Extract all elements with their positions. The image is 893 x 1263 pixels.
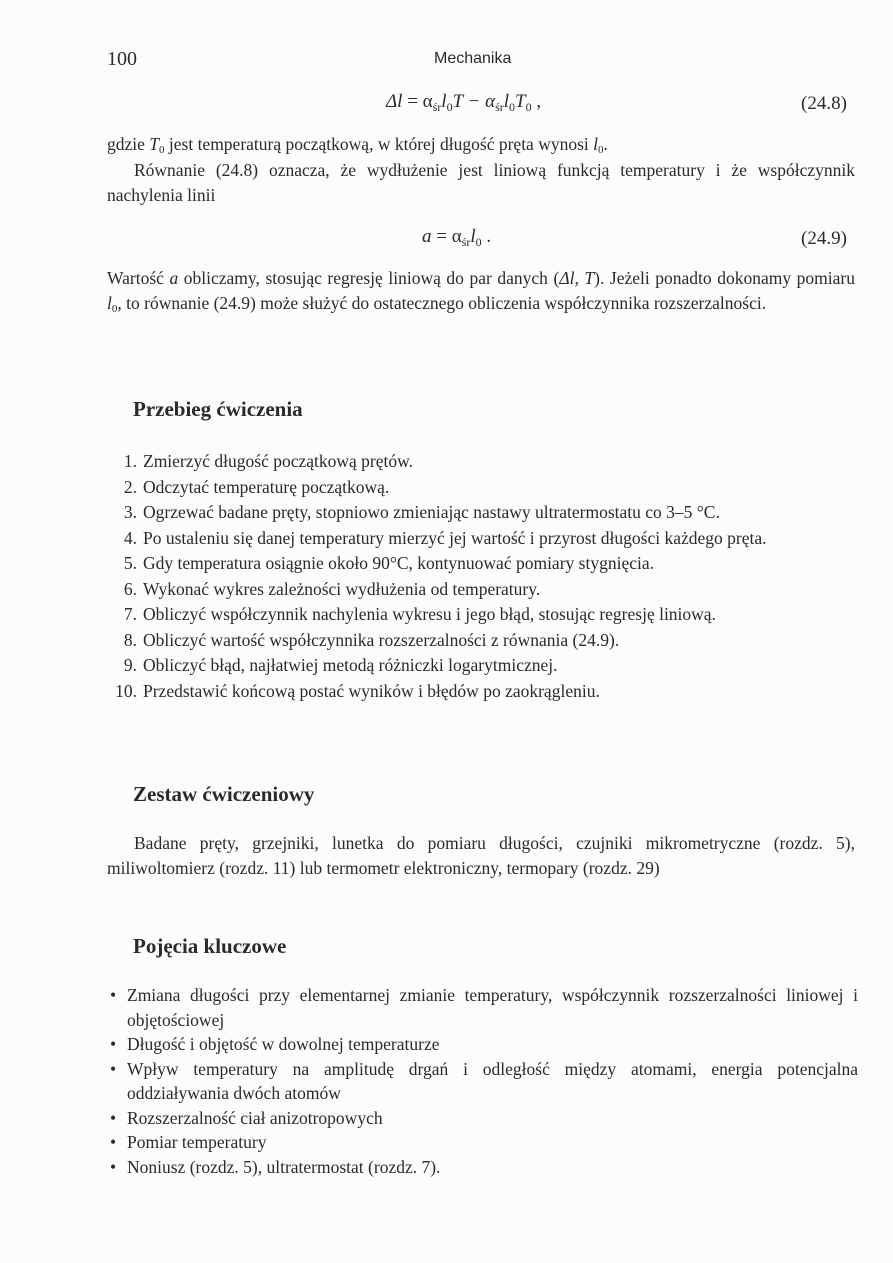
p1-text: . <box>603 134 608 154</box>
procedure-step <box>107 628 859 654</box>
p1-var: T <box>149 134 160 154</box>
paragraph-regression <box>107 266 855 322</box>
procedure-step <box>107 577 859 603</box>
eq1-part: T <box>515 91 526 112</box>
eq1-part: T − α <box>452 91 496 112</box>
p3-sub: 0 <box>111 303 118 315</box>
p1-text: gdzie <box>107 134 150 154</box>
step-text: Ogrzewać badane pręty, stopniowo zmieniając nastawy ultratermostatu co 3–5 °C. <box>143 502 720 522</box>
section-heading-equipment: Zestaw ćwiczeniowy <box>133 782 315 806</box>
eq1-part: l <box>441 91 447 112</box>
procedure-step <box>107 449 859 475</box>
step-text: Gdy temperatura osiągnie około 90°C, kontynuować pomiary stygnięcia. <box>143 553 654 573</box>
eq2-part: = α <box>431 226 462 247</box>
eq1-lhs: Δl <box>386 91 403 112</box>
equation-number-24-9: (24.9) <box>801 228 847 249</box>
procedure-step <box>107 602 859 628</box>
p3-var: Δl, T <box>559 268 595 288</box>
key-concept-item: • Pomiar temperatury <box>110 1130 858 1155</box>
key-concept-item: • Długość i objętość w dowolnej temperaturze <box>110 1032 858 1057</box>
procedure-step <box>107 653 859 679</box>
page-number: 100 <box>107 48 137 70</box>
step-number: 8. <box>123 629 137 650</box>
step-number: 1. <box>123 451 137 471</box>
procedure-step <box>107 551 859 577</box>
step-number: 5. <box>123 553 137 573</box>
p3-text: Wartość <box>107 268 170 288</box>
eq1-sub: 0 <box>509 100 516 114</box>
running-header: Mechanika <box>434 50 512 67</box>
eq1-part: l <box>503 91 510 112</box>
p3-text: , to równanie (24.9) może służyć do ostatecznego obliczenia współczynnika rozszerzalności. <box>117 293 767 313</box>
p1-sub: 0 <box>598 144 604 156</box>
procedure-step <box>107 679 859 705</box>
paragraph-equation-meaning: Równanie (24.8) oznacza, że wydłużenie jest liniową funkcją temperatury i że współczynnik nachylenia linii <box>107 160 855 205</box>
step-number: 10. <box>115 680 137 701</box>
equation-24-9 <box>422 226 491 250</box>
step-number: 7. <box>123 604 137 624</box>
p3-var: l <box>107 293 112 313</box>
step-text: Zmierzyć długość początkową prętów. <box>143 451 414 471</box>
step-text: Obliczyć błąd, najłatwiej metodą różniczki logarytmicznej. <box>143 655 558 675</box>
section-heading-key-concepts: Pojęcia kluczowe <box>133 934 287 958</box>
p3-var: a <box>169 268 179 288</box>
p3-text: ). Jeżeli ponadto dokonamy pomiaru <box>594 268 855 288</box>
step-text: Wykonać wykres zależności wydłużenia od temperatury. <box>143 578 541 599</box>
eq1-part: = α <box>402 91 433 112</box>
procedure-list <box>107 449 859 704</box>
eq2-lhs: a <box>422 226 432 247</box>
p1-sub: 0 <box>159 144 165 156</box>
eq1-sub: 0 <box>525 100 532 114</box>
eq1-sub: śr <box>432 100 442 114</box>
eq2-sub: śr <box>461 235 471 249</box>
key-concept-item: • Zmiana długości przy elementarnej zmianie temperatury, współczynnik rozszerzalności liniowej i objętościowej <box>110 983 858 1032</box>
eq2-part: . <box>481 226 492 247</box>
eq2-part: l <box>470 226 476 247</box>
p1-text: jest temperaturą początkową, w której długość pręta wynosi <box>164 134 594 154</box>
p1-var: l <box>593 134 599 154</box>
key-concepts-list <box>110 983 858 1179</box>
step-number: 9. <box>123 655 137 675</box>
section-heading-procedure: Przebieg ćwiczenia <box>133 397 303 421</box>
eq1-sub: śr <box>495 100 504 114</box>
step-text: Przedstawić końcową postać wyników i błędów po zaokrągleniu. <box>143 680 600 701</box>
step-number: 4. <box>123 527 137 548</box>
eq1-part: , <box>531 91 542 112</box>
step-text: Obliczyć wartość współczynnika rozszerzalności z równania (24.9). <box>143 629 620 650</box>
step-text: Odczytać temperaturę początkową. <box>143 476 390 497</box>
eq1-sub: 0 <box>446 100 453 114</box>
step-text: Obliczyć współczynnik nachylenia wykresu i jego błąd, stosując regresję liniową. <box>143 604 716 624</box>
step-text: Po ustaleniu się danej temperatury mierzyć jej wartość i przyrost długości każdego pręta. <box>143 527 767 548</box>
p3-text: obliczamy, stosując regresję liniową do par danych ( <box>178 268 560 288</box>
paragraph-equipment: Badane pręty, grzejniki, lunetka do pomiaru długości, czujniki mikrometryczne (rozdz. 5), miliwoltomierz (rozdz. 11) lub termometr elektroniczny, termopary (rozdz. 29) <box>107 833 855 878</box>
step-number: 6. <box>123 578 137 599</box>
key-concept-item: • Noniusz (rozdz. 5), ultratermostat (rozdz. 7). <box>110 1155 858 1180</box>
step-number: 3. <box>123 502 137 522</box>
step-number: 2. <box>123 476 137 497</box>
key-concept-item: • Rozszerzalność ciał anizotropowych <box>110 1106 858 1131</box>
equation-24-8 <box>386 91 541 115</box>
procedure-step <box>107 475 859 501</box>
procedure-step <box>107 500 859 526</box>
eq2-sub: 0 <box>475 235 482 249</box>
key-concept-item: • Wpływ temperatury na amplitudę drgań i odległość między atomami, energia potencjalna oddziaływania dwóch atomów <box>110 1057 858 1106</box>
equation-number-24-8: (24.8) <box>801 93 847 114</box>
procedure-step <box>107 526 859 552</box>
